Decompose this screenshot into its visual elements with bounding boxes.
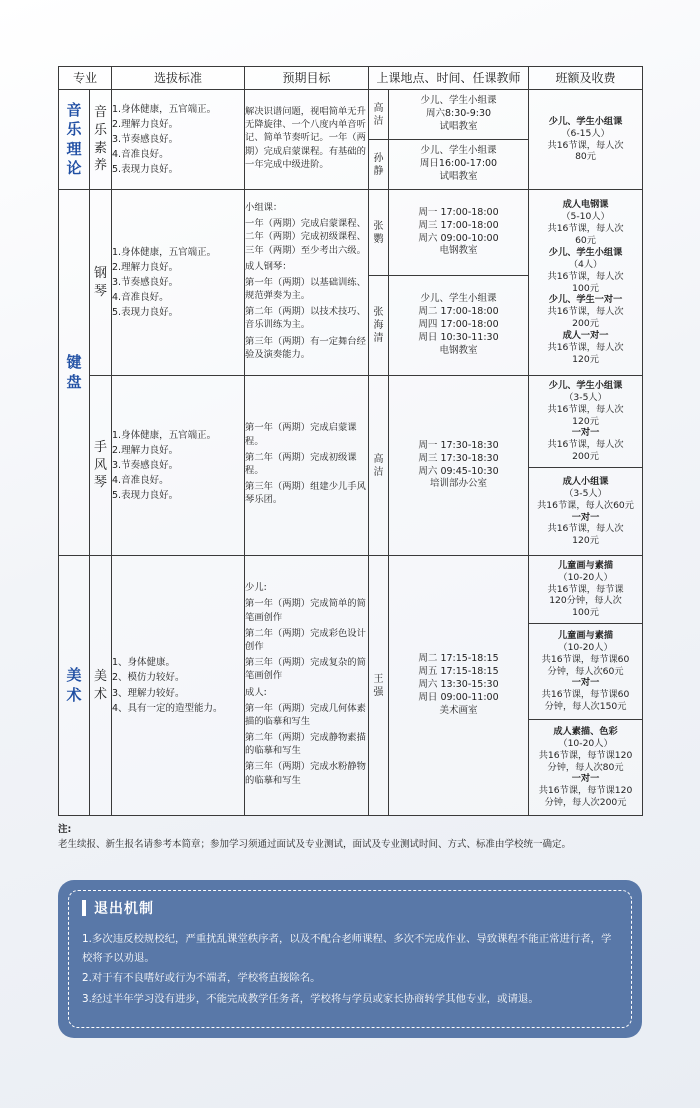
goal-art: 少儿: 第一年（两期）完成简单的简笔画创作 第二年（两期）完成彩色设计创作 第三年（两期）完成复杂的简笔画创作 成人: 第一年（两期）完成几何体素描的临摹和写生 第二年（两期）完成静物素描的临摹和写生 第三年（两期）完成水粉静物的临摹和写生 xyxy=(245,556,369,816)
subject-music-literacy: 音乐素养 xyxy=(90,90,112,190)
schedule-cell: 少儿、学生小组课 周二 17:00-18:00 周四 17:00-18:00 周日 10:30-11:30 电钢教室 xyxy=(389,276,529,376)
goal-accordion: 第一年（两期）完成启蒙课程。 第二年（两期）完成初级课程。 第三年（两期）组建少儿手风琴乐团。 xyxy=(245,376,369,556)
note-section xyxy=(58,822,642,852)
subject-art: 美术 xyxy=(90,556,112,816)
exit-item: 3.经过半年学习没有进步，不能完成教学任务者，学校将与学员或家长协商转学其他专业，或请退。 xyxy=(82,993,539,1006)
teacher-name: 张鹦 xyxy=(369,190,389,276)
table-row xyxy=(59,190,643,276)
table-row xyxy=(59,556,643,624)
fee-cell: 儿童画与素描 （10-20人） 共16节课，每节课60 分钟，每人次60元 一对一 共16节课，每节课60 分钟，每人次150元 xyxy=(529,624,643,720)
header-schedule: 上课地点、时间、任课教师 xyxy=(369,67,529,90)
note-text: 老生续报、新生报名请参考本简章；参加学习须通过面试及专业测试，面试及专业测试时间、方式、标准由学校统一确定。 xyxy=(58,839,572,851)
exit-items xyxy=(82,930,618,1011)
teacher-name: 高洁 xyxy=(369,376,389,556)
fee-cell: 成人小组课 （3-5人） 共16节课，每人次60元 一对一 共16节课，每人次 120元 xyxy=(529,468,643,556)
category-keyboard: 键盘 xyxy=(59,190,90,556)
category-music: 音乐理论 xyxy=(59,90,90,190)
category-art: 美术 xyxy=(59,556,90,816)
criteria-music: 1.身体健康，五官端正。 2.理解力良好。 3.节奏感良好。 4.音准良好。 5.表现力良好。 xyxy=(112,90,245,190)
header-fees: 班额及收费 xyxy=(529,67,643,90)
header-goal: 预期目标 xyxy=(245,67,369,90)
exit-item: 1.多次违反校规校纪，严重扰乱课堂秩序者，以及不配合老师课程、多次不完成作业、导致课程不能正常进行者，学校将予以劝退。 xyxy=(82,933,612,964)
fee-cell: 成人电钢课 （5-10人） 共16节课，每人次 60元 少儿、学生小组课 （4人） 共16节课，每人次 100元 少儿、学生一对一 共16节课，每人次 200元 成人一对一 共16节课，每人次 120元 xyxy=(529,190,643,376)
exit-mechanism-panel xyxy=(58,880,642,1038)
title-bar-icon xyxy=(82,900,86,916)
note-label: 注: xyxy=(58,824,72,835)
criteria-piano: 1.身体健康，五官端正。 2.理解力良好。 3.节奏感良好。 4.音准良好。 5.表现力良好。 xyxy=(112,190,245,376)
criteria-art: 1、身体健康。 2、模仿力较好。 3、理解力较好。 4、具有一定的造型能力。 xyxy=(112,556,245,816)
schedule-cell: 少儿、学生小组课 周日16:00-17:00 试唱教室 xyxy=(389,140,529,190)
fee-cell: 少儿、学生小组课 （6-15人） 共16节课，每人次 80元 xyxy=(529,90,643,190)
schedule-cell: 周二 17:15-18:15 周五 17:15-18:15 周六 13:30-15:30 周日 09:00-11:00 美术画室 xyxy=(389,556,529,816)
header-criteria: 选拔标准 xyxy=(112,67,245,90)
fee-cell: 儿童画与素描 （10-20人） 共16节课，每节课 120分钟，每人次 100元 xyxy=(529,556,643,624)
schedule-cell: 少儿、学生小组课 周六8:30-9:30 试唱教室 xyxy=(389,90,529,140)
fee-cell: 成人素描、色彩 （10-20人） 共16节课，每节课120 分钟，每人次80元 一对一 共16节课，每节课120 分钟，每人次200元 xyxy=(529,720,643,816)
table-row xyxy=(59,90,643,140)
teacher-name: 张海清 xyxy=(369,276,389,376)
exit-title-text: 退出机制 xyxy=(94,901,154,917)
fee-cell: 少儿、学生小组课 （3-5人） 共16节课，每人次 120元 一对一 共16节课，每人次 200元 xyxy=(529,376,643,468)
schedule-cell: 周一 17:00-18:00 周三 17:00-18:00 周六 09:00-10:00 电钢教室 xyxy=(389,190,529,276)
exit-title xyxy=(82,898,154,918)
header-major: 专业 xyxy=(59,67,112,90)
exit-item: 2.对于有不良嗜好或行为不端者，学校将直接除名。 xyxy=(82,972,321,985)
goal-music: 解决识谱问题，视唱简单无升无降旋律、一个八度内单音听记、简单节奏听记。一年（两期）完成启蒙课程。有基础的一年完成中级进阶。 xyxy=(245,90,369,190)
table-row xyxy=(59,376,643,468)
table-header-row xyxy=(59,67,643,90)
teacher-name: 孙静 xyxy=(369,140,389,190)
teacher-name: 高洁 xyxy=(369,90,389,140)
teacher-name: 王强 xyxy=(369,556,389,816)
criteria-accordion: 1.身体健康，五官端正。 2.理解力良好。 3.节奏感良好。 4.音准良好。 5.表现力良好。 xyxy=(112,376,245,556)
goal-piano: 小组课： 一年（两期）完成启蒙课程、二年（两期）完成初级课程、三年（两期）至少考出六级。 成人钢琴： 第一年（两期）以基础训练、规范弹奏为主。 第二年（两期）以技术技巧、音乐训练为主。 第三年（两期）有一定舞台经验及演奏能力。 xyxy=(245,190,369,376)
subject-accordion: 手风琴 xyxy=(90,376,112,556)
schedule-cell: 周一 17:30-18:30 周三 17:30-18:30 周六 09:45-10:30 培训部办公室 xyxy=(389,376,529,556)
course-table xyxy=(58,66,643,816)
subject-piano: 钢琴 xyxy=(90,190,112,376)
